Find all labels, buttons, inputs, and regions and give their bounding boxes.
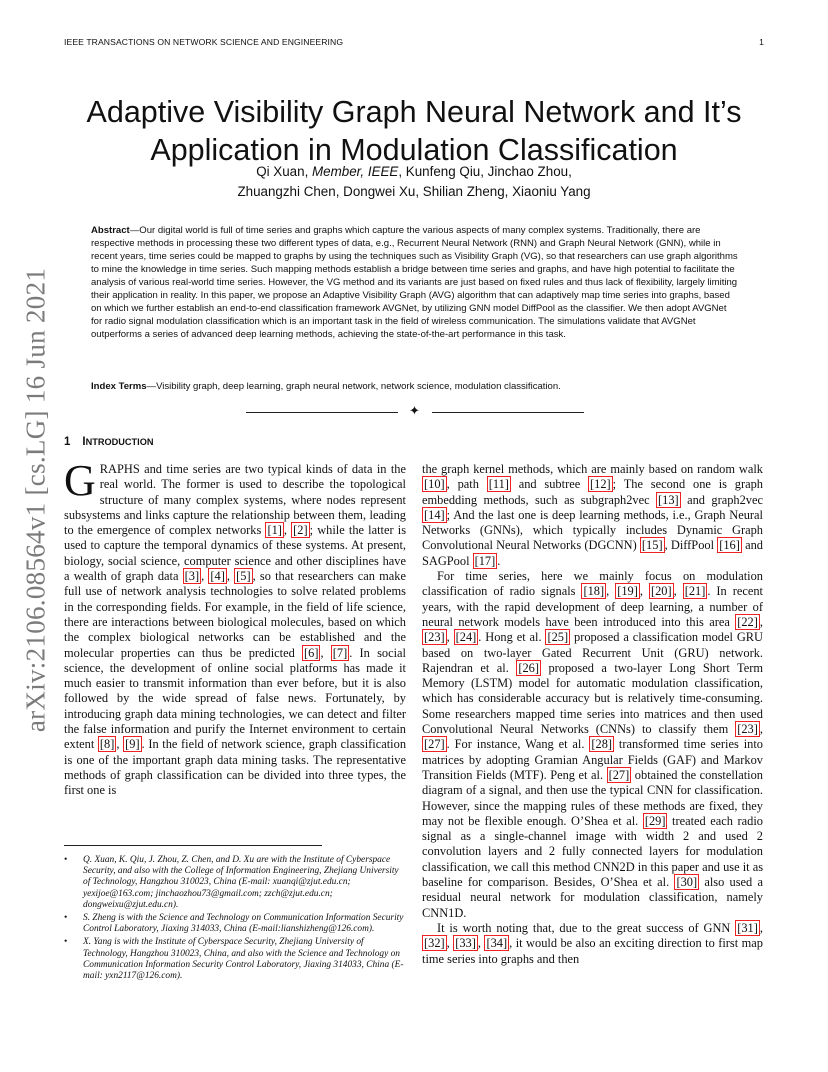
- body-text: ,: [477, 936, 485, 951]
- body-text: ,: [759, 920, 763, 935]
- citation-link[interactable]: [13]: [658, 492, 679, 507]
- citation-link[interactable]: [2]: [293, 523, 308, 538]
- body-text: ,: [606, 584, 616, 599]
- footnote-1: [64, 855, 406, 911]
- drop-cap: G: [64, 456, 96, 505]
- citation-link[interactable]: [6]: [304, 645, 319, 660]
- footnote-2: [64, 913, 406, 935]
- citation-link[interactable]: [29]: [644, 813, 666, 828]
- citation-link[interactable]: [23]: [737, 722, 758, 737]
- intro-paragraph-1-body: [64, 456, 407, 798]
- citation-link[interactable]: [11]: [488, 477, 509, 492]
- right-paragraph-3: [422, 921, 763, 967]
- author-membership: Member, IEEE: [312, 164, 399, 179]
- first-author: Qi Xuan,: [256, 164, 309, 179]
- index-terms: [91, 380, 740, 393]
- citation-link[interactable]: [15]: [641, 538, 663, 553]
- citation-link[interactable]: [27]: [608, 767, 630, 782]
- body-text: the graph kernel methods, which are mainly based on random walk: [422, 462, 763, 476]
- citation-link[interactable]: [32]: [424, 936, 445, 951]
- body-text: ,: [639, 584, 649, 599]
- citation-link[interactable]: [33]: [455, 936, 476, 951]
- citation-link[interactable]: [17]: [474, 553, 496, 568]
- body-text: . In recent years, with the rapid development of deep learning, a number of neural network models have been introduced into this area: [422, 584, 763, 629]
- footnote-3: [64, 937, 406, 982]
- title-line-1: Adaptive Visibility Graph Neural Network and It’s: [86, 95, 742, 130]
- body-text: . In social science, the development of online social platforms has made it much easier to transmit information than ever before, but it is also followed by the wide spread of false news. Fortunately, by introducing graph data mining technologies, we can detect and filter the false information and purify the Internet environment to certain extent: [64, 645, 406, 752]
- body-text: and SAGPool: [422, 538, 763, 568]
- citation-link[interactable]: [4]: [210, 569, 225, 584]
- citation-link[interactable]: [10]: [424, 477, 445, 492]
- citation-link[interactable]: [14]: [424, 507, 445, 522]
- body-text: ,: [226, 569, 235, 584]
- section-heading: [64, 436, 154, 448]
- footnote-text: Q. Xuan, K. Qiu, J. Zhou, Z. Chen, and D. Xu are with the Institute of Cyberspace Security, and also with the College of Information Engineering, Zhejiang University of Technology, Hangzhou 310023, China (E-mail: xuanqi@zjut.edu.cn; yexijoe@163.com; jinchaozhou73@gmail.com; zzch@zjut.edu.cn; dongweixu@zjut.edu.cn).: [83, 855, 399, 910]
- section-title-rest: NTRODUCTION: [85, 437, 154, 447]
- footnote-bullet: •: [64, 913, 68, 924]
- footnote-rule: [64, 845, 322, 846]
- citation-link[interactable]: [34]: [486, 936, 508, 951]
- citation-link[interactable]: [8]: [99, 737, 115, 752]
- body-text: It is worth noting that, due to the great success of GNN: [437, 920, 736, 935]
- body-text: also used a residual neural network for modulation classification, namely CNN1D.: [422, 875, 763, 920]
- body-text: and subtree: [510, 477, 589, 492]
- body-text: ,: [759, 614, 763, 629]
- body-text: ,: [201, 569, 209, 584]
- body-text: proposed a classification model GRU based on two-layer Gated Recurrent Unit (GRU) network. Rajendran et al.: [422, 630, 763, 675]
- section-title-cap: I: [82, 436, 86, 448]
- citation-link[interactable]: [27]: [424, 737, 445, 752]
- body-text: For time series, here we mainly focus on modulation classification of radio signals: [422, 569, 763, 599]
- page-number: 1: [759, 37, 764, 47]
- citation-link[interactable]: [7]: [332, 645, 348, 660]
- footnotes: [64, 855, 406, 984]
- body-text: obtained the constellation diagram of a signal, and then use the typical CNN for classification. However, since the mapping rules of these methods are fixed, they may not be flexible enough. O’Shea et al.: [422, 767, 763, 828]
- index-terms-text: —Visibility graph, deep learning, graph neural network, network science, modulation classification.: [146, 381, 561, 392]
- right-column: [422, 462, 763, 967]
- intro-paragraph-1: [64, 456, 407, 799]
- body-text: , path: [446, 477, 487, 492]
- body-text: treated each radio signal as a single-channel image with width 2 and used 2 convolution layers and 2 fully connected layers for modulation classification, we call this method CNN2D in this paper and use it as baseline for comparison. Besides, O’Shea et al.: [422, 813, 764, 890]
- body-text: . In the field of network science, graph classification is one of the important graph data mining tasks. The representative methods of graph classification can be divided into three types, the first one is: [64, 737, 407, 798]
- footnote-bullet: •: [64, 855, 68, 865]
- citation-link[interactable]: [25]: [547, 630, 569, 645]
- arxiv-id: arXiv:2106.08564v1 [cs.LG] 16 Jun 2021: [20, 267, 51, 733]
- abstract-text: —Our digital world is full of time series and graphs which capture the various aspects of many complex systems. Traditionally, there are respective methods in processing these two different types of data, e.g., Recurrent Neural Network (RNN) and Graph Neural Network (GNN), while in recent years, time series could be mapped to graphs by using the techniques such as Visibility Graph (VG), so that researchers can use graph algorithms to mine the knowledge in time series. Such mapping methods establish a bridge between time series and graphs, and have high potential to facilitate the analysis of various real-world time series. However, the VG method and its variants are just based on fixed rules and thus lack of flexibility, largely limiting their application in reality. In this paper, we propose an Adaptive Visibility Graph (AVG) algorithm that can adaptively map time series into graphs, based on which we further establish an end-to-end classification framework AVGNet, by utilizing GNN model DiffPool as the classifier. We then adopt AVGNet for radio signal modulation classification which is an important task in the field of wireless communication. The simulations validate that AVGNet outperforms a series of advanced deep learning methods, achieving the state-of-the-art performance in this task.: [91, 225, 738, 340]
- right-paragraph-1: [422, 462, 763, 569]
- journal-name: IEEE TRANSACTIONS ON NETWORK SCIENCE AND ENGINEERING: [64, 37, 344, 47]
- body-text: ,: [673, 584, 683, 599]
- left-column: [64, 456, 407, 799]
- title-line-2: Application in Modulation Classification: [150, 133, 678, 168]
- footnote-bullet: •: [64, 937, 68, 948]
- footnote-text: S. Zheng is with the Science and Technology on Communication Information Security Control Laboratory, Jiaxing 314033, China (E-mail:lianshizheng@126.com).: [83, 913, 404, 935]
- citation-link[interactable]: [22]: [737, 614, 758, 629]
- body-text: and graph2vec: [680, 492, 763, 507]
- body-text: , it would be also an exciting direction to first map time series into graphs and then: [422, 936, 764, 966]
- section-separator: [246, 404, 584, 419]
- citation-link[interactable]: [18]: [583, 584, 605, 599]
- body-text: and time series are two typical kinds of data in the real world. The former is used to describe the topological structure of many complex systems, where nodes represent subsystems and links capture the relationship between them, leading to the emergence of complex networks: [64, 462, 406, 538]
- citation-link[interactable]: [5]: [236, 569, 251, 584]
- abstract: [91, 225, 740, 342]
- citation-link[interactable]: [30]: [676, 875, 698, 890]
- citation-link[interactable]: [16]: [719, 538, 740, 553]
- citation-link[interactable]: [19]: [617, 584, 638, 599]
- paper-title: [40, 93, 788, 169]
- abstract-label: Abstract: [91, 225, 130, 236]
- body-text: . For instance, Wang et al.: [446, 737, 590, 752]
- body-text: ; while the latter is used to capture the temporal dynamics of these systems. At present, biology, social science, computer science and other disciplines have a wealth of graph data: [64, 523, 407, 584]
- author-list: [100, 162, 728, 202]
- drop-cap-continuation: RAPHS: [99, 462, 140, 476]
- citation-link[interactable]: [31]: [737, 920, 758, 935]
- citation-link[interactable]: [1]: [267, 523, 282, 538]
- separator-line-right: [432, 412, 584, 413]
- body-text: ,: [446, 936, 454, 951]
- index-terms-label: Index Terms: [91, 381, 147, 392]
- body-text: , so that researchers can make full use of network analysis technologies to solve related problems in the corresponding fields. For example, in the field of life science, there are interactions between biological molecules, based on which the complex biological networks can be established and the molecular properties can thus be predicted: [64, 569, 406, 660]
- citation-link[interactable]: [23]: [424, 630, 445, 645]
- authors-line-2: Zhuangzhi Chen, Dongwei Xu, Shilian Zheng, Xiaoniu Yang: [237, 184, 591, 199]
- section-number: 1: [64, 436, 71, 448]
- body-text: , DiffPool: [664, 538, 718, 553]
- running-header: [64, 37, 764, 49]
- separator-star-icon: ✦: [409, 404, 420, 419]
- body-text: ,: [320, 645, 331, 660]
- body-text: ; The second one is graph embedding methods, such as subgraph2vec: [422, 477, 763, 507]
- body-text: transformed time series into matrices by adopting Gramian Angular Fields (GAF) and Markov Transition Fields (MTF). Peng et al.: [422, 737, 763, 782]
- citation-link[interactable]: [9]: [125, 737, 140, 752]
- citation-link[interactable]: [26]: [518, 660, 539, 675]
- citation-link[interactable]: [12]: [590, 477, 611, 492]
- body-text: proposed a two-layer Long Short Term Memory (LSTM) model for automatic modulation classification, which has considerable accuracy but is relatively time-consuming. Some researchers mapped time series into matrices and then used Convolutional Neural Networks (CNNs) to classify them: [422, 660, 763, 737]
- body-text: ,: [759, 722, 763, 737]
- body-text: ; And the last one is deep learning methods, i.e., Graph Neural Networks (GNNs), which typically includes Dynamic Graph Convolutional Neural Networks (DGCNN): [422, 507, 763, 553]
- body-text: . Hong et al.: [478, 630, 546, 645]
- footnote-text: X. Yang is with the Institute of Cyberspace Security, Zhejiang University of Technology, Hangzhou 310023, China, and also with the Science and Technology on Communication Information Security Control Laboratory, Jiaxing 314033, China (E-mail: yxn2117@126.com).: [83, 937, 404, 982]
- body-text: ,: [283, 523, 292, 538]
- citation-link[interactable]: [3]: [184, 569, 200, 584]
- citation-link[interactable]: [28]: [591, 737, 613, 752]
- body-text: ,: [446, 630, 454, 645]
- citation-link[interactable]: [20]: [650, 584, 672, 599]
- citation-link[interactable]: [21]: [684, 584, 706, 599]
- body-text: .: [497, 553, 501, 568]
- separator-line-left: [246, 412, 398, 413]
- citation-link[interactable]: [24]: [455, 630, 477, 645]
- right-paragraph-2: [422, 569, 763, 921]
- body-text: ,: [116, 737, 124, 752]
- authors-line-1-rest: , Kunfeng Qiu, Jinchao Zhou,: [398, 164, 572, 179]
